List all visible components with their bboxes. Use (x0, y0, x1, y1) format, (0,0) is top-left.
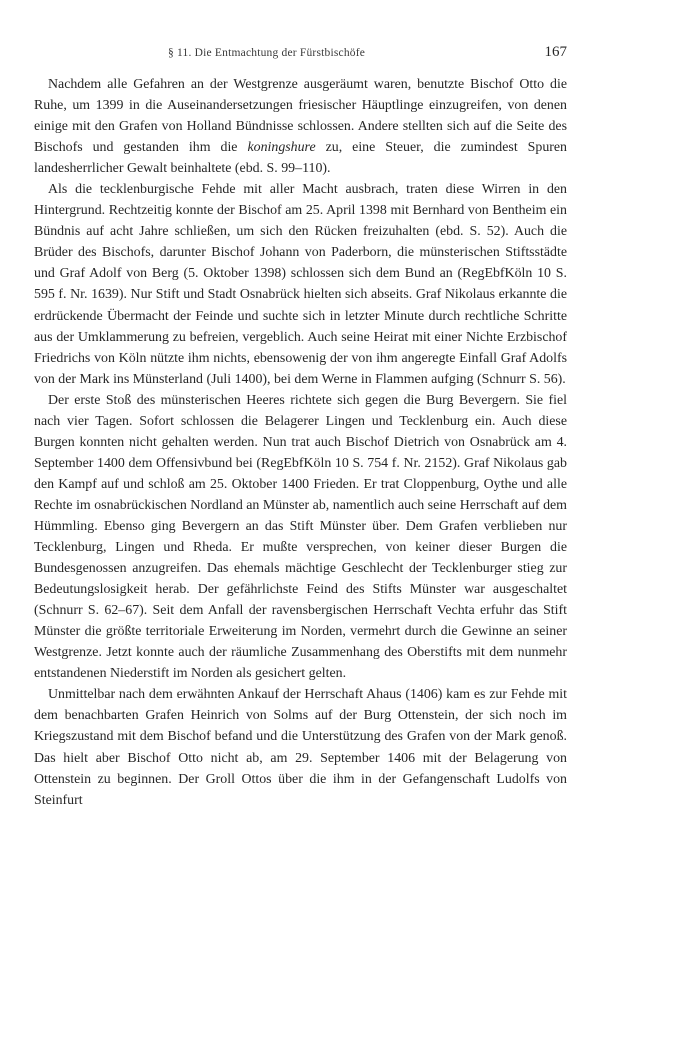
paragraph-1-text-after: zu, eine Steuer, die zumindest Spuren landesherrlicher Gewalt beinhaltete (ebd. S. 99–110). (34, 140, 567, 177)
paragraph-1-italic-term: koningshure (247, 140, 316, 156)
paragraph-2: Als die tecklenburgische Fehde mit aller Macht ausbrach, traten diese Wirren in den Hintergrund. Rechtzeitig konnte der Bischof am 25. April 1398 mit Bernhard von Bentheim ein Bündnis auf acht Jahre schließen, um sich den Rücken freizuhalten (ebd. S. 52). Auch die Brüder des Bischofs, darunter Bischof Johann von Paderborn, die münsterischen Stiftsstädte und Graf Adolf von Berg (5. Oktober 1398) schlossen sich dem Bund an (RegEbfKöln 10 S. 595 f. Nr. 1639). Nur Stift und Stadt Osnabrück hielten sich abseits. Graf Nikolaus erkannte die erdrückende Übermacht der Feinde und suchte sich in letzter Minute durch rechtliche Schritte aus der Umklammerung zu befreien, vergeblich. Auch seine Heirat mit einer Nichte Erzbischof Friedrichs von Köln nützte ihm nichts, ebensowenig der von ihm angeregte Einfall Graf Adolfs von der Mark ins Münsterland (Juli 1400), bei dem Werne in Flammen aufging (Schnurr S. 56). (34, 182, 567, 387)
paragraph-4: Unmittelbar nach dem erwähnten Ankauf der Herrschaft Ahaus (1406) kam es zur Fehde mit dem benachbarten Grafen Heinrich von Solms auf der Burg Ottenstein, der sich noch im Kriegszustand mit dem Bischof befand und die Unterstützung des Grafen von der Mark genoß. Das hielt aber Bischof Otto nicht ab, am 29. September 1406 mit der Belagerung von Ottenstein zu beginnen. Der Groll Ottos über die ihm in der Gefangenschaft Ludolfs von Steinfurt (34, 687, 567, 808)
running-head (0, 44, 700, 64)
running-title: § 11. Die Entmachtung der Fürstbischöfe (168, 47, 366, 59)
page-number: 167 (544, 44, 567, 60)
paragraph-1-text-before: Nachdem alle Gefahren an der Westgrenze ausgeräumt waren, benutzte Bischof Otto die Ruhe, um 1399 in die Auseinandersetzungen friesischer Häuptlinge einzugreifen, von denen einige mit den Grafen von Holland Bündnisse schlossen. Andere stellten sich auf die Seite des Bischofs und gestanden ihm die (34, 77, 567, 156)
paragraph-1 (34, 74, 567, 179)
paragraph-3: Der erste Stoß des münsterischen Heeres richtete sich gegen die Burg Bevergern. Sie fiel nach vier Tagen. Sofort schlossen die Belagerer Lingen und Tecklenburg ein. Auch diese Burgen konnten nicht gehalten werden. Nun trat auch Bischof Dietrich von Osnabrück am 4. September 1400 dem Offensivbund bei (RegEbfKöln 10 S. 754 f. Nr. 2152). Graf Nikolaus gab den Kampf auf und schloß am 25. Oktober 1400 Frieden. Er trat Cloppenburg, Oythe und alle Rechte im osnabrückischen Nordland an Münster ab, namentlich auch seine Herrschaft auf dem Hümmling. Ebenso ging Bevergern an das Stift Münster über. Dem Grafen verblieben nur Tecklenburg, Lingen und Rheda. Er mußte versprechen, von keiner dieser Burgen die Bundesgenossen anzugreifen. Das ehemals mächtige Geschlecht der Tecklenburger stieg zur Bedeutungslosigkeit herab. Der gefährlichste Feind des Stifts Münster war ausgeschaltet (Schnurr S. 62–67). Seit dem Anfall der ravensbergischen Herrschaft Vechta erfuhr das Stift Münster die größte territoriale Erweiterung im Norden, vermehrt durch die Gewinne an seiner Westgrenze. Jetzt konnte auch der räumliche Zusammenhang des Oberstifts mit dem nunmehr entstandenen Niederstift im Norden als gesichert gelten. (34, 392, 567, 682)
body-text (34, 74, 567, 811)
